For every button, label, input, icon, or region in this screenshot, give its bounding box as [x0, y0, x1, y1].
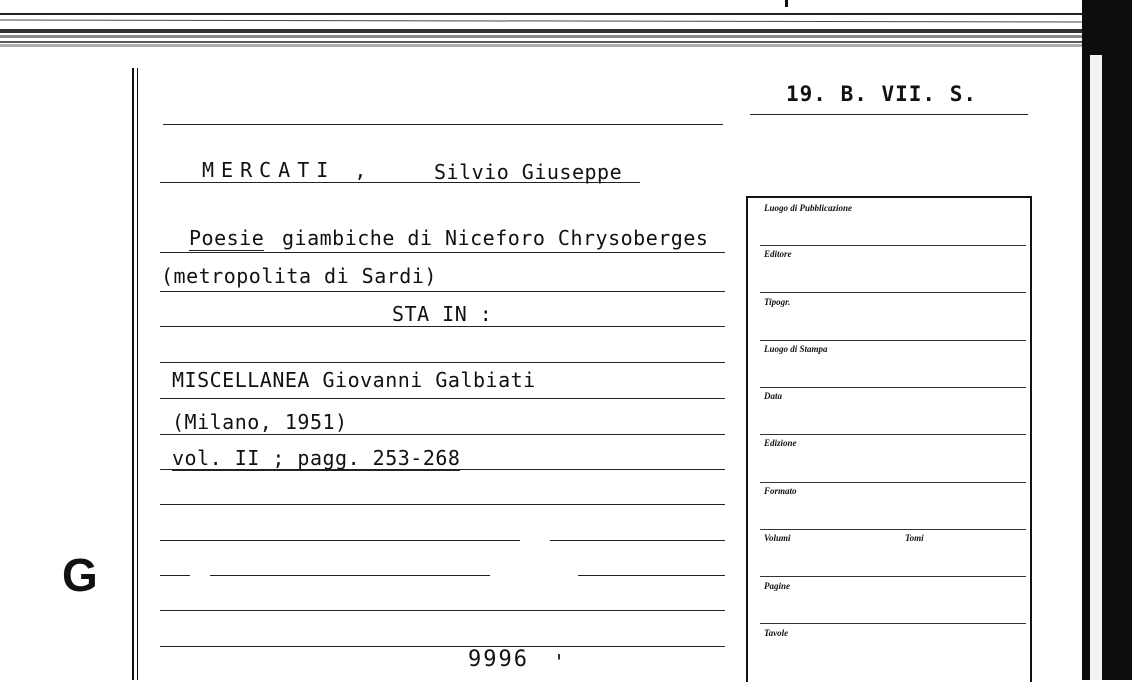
author-given-name: Silvio Giuseppe	[434, 160, 623, 184]
sta-in-label: STA IN :	[392, 302, 493, 326]
rule-blank4a	[160, 575, 190, 576]
field-rule	[760, 623, 1026, 624]
field-rule	[760, 576, 1026, 577]
field-tavole: Tavole	[764, 628, 789, 638]
record-mark: '	[553, 650, 566, 674]
field-rule	[760, 340, 1026, 341]
field-volumi: Volumi	[764, 533, 791, 543]
field-rule	[760, 387, 1026, 388]
rule-source	[160, 398, 725, 399]
rule-blank5	[160, 610, 725, 611]
record-number: 9996	[468, 647, 529, 672]
rule-blank6	[160, 646, 725, 647]
field-rule	[760, 529, 1026, 530]
title-line-2: (metropolita di Sardi)	[161, 264, 437, 288]
source-volume-pages: vol. II ; pagg. 253-268	[172, 446, 461, 470]
field-pagine: Pagine	[764, 581, 790, 591]
field-tipografia: Tipogr.	[764, 297, 791, 307]
author-surname: MERCATI ,	[202, 158, 374, 182]
field-luogo-stampa: Luogo di Stampa	[764, 344, 828, 354]
field-edizione: Edizione	[764, 438, 797, 448]
rule-title	[160, 252, 725, 253]
field-data: Data	[764, 391, 782, 401]
field-tomi: Tomi	[905, 533, 924, 543]
scan-right-edge	[1082, 0, 1132, 680]
field-editore: Editore	[764, 249, 792, 259]
field-luogo-pubblicazione: Luogo di Pubblicazione	[764, 203, 853, 213]
field-rule	[760, 292, 1026, 293]
rule-blank3a	[160, 540, 520, 541]
rule-place	[160, 434, 725, 435]
rule-blank4b	[210, 575, 490, 576]
rule-blank	[160, 362, 725, 363]
source-title: MISCELLANEA Giovanni Galbiati	[172, 368, 536, 392]
rule-blank4c	[578, 575, 725, 576]
rule-1	[163, 124, 723, 125]
shelf-signature: 19. B. VII. S.	[786, 82, 978, 106]
card-left-border	[132, 68, 134, 680]
field-rule	[760, 245, 1026, 246]
field-rule	[760, 482, 1026, 483]
card-left-border-inner	[137, 68, 138, 680]
rule-blank3b	[550, 540, 725, 541]
title-rest: giambiche di Niceforo Chrysoberges	[282, 226, 709, 250]
rule-sta	[160, 326, 725, 327]
rule-title2	[160, 291, 725, 292]
field-formato: Formato	[764, 486, 797, 496]
field-rule	[760, 434, 1026, 435]
title-first-word: Poesie	[189, 226, 265, 250]
signature-rule	[750, 114, 1028, 115]
source-place-year: (Milano, 1951)	[172, 410, 348, 434]
scan-edge-noise	[0, 0, 1090, 52]
section-letter: G	[62, 549, 98, 601]
rule-blank2	[160, 504, 725, 505]
